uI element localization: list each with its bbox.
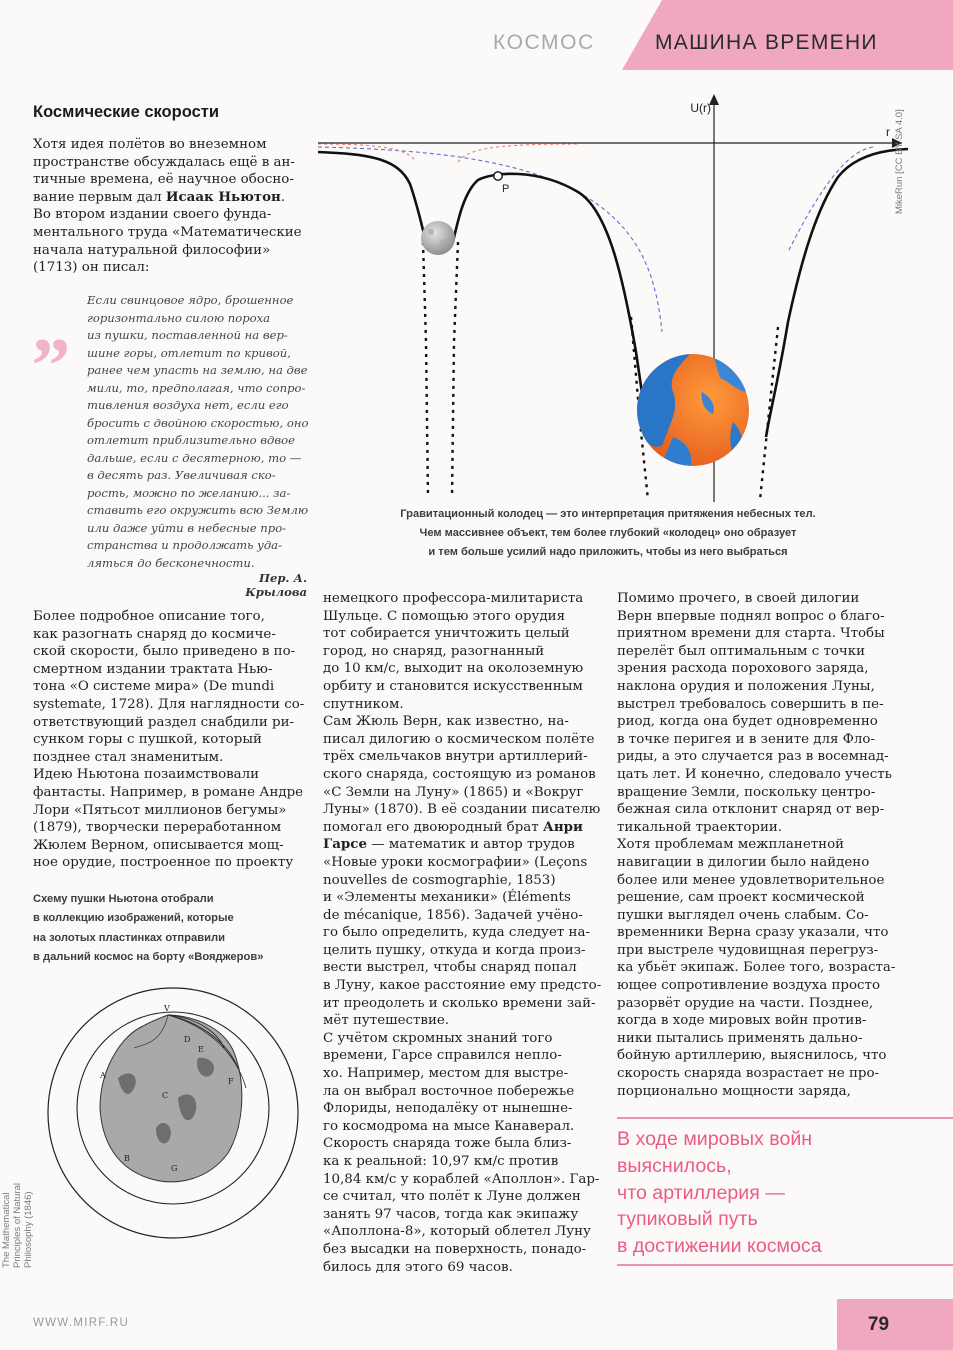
- section-label: КОСМОС: [493, 31, 595, 54]
- column-2-text: немецкого профессора-милитариста Шульце. С помощью этого орудия тот собирается уничтожить целый город, но снаряд, разогнанный до 10 км/с, выходит на околоземную орбиту и становится искусственным спутником. Сам Жюль Верн, как известно, на- писал дилогию о космическом полёте трёх смельчаков внутри артиллерий- ского снаряда, состоящую из романов «С Земли на Луну» (1865) и «Вокруг Луны» (1870). В её создании писателю помогал его двоюродный брат Анри Гарсе — математик и автор трудов «Новые уроки космографии» (Leçons nouvelles de cosmographie, 1853) и «Элементы механики» (Éléments de mécanique, 1856). Задачей учёно- го было определить, куда следует на- целить пушку, откуда и когда произ- вести выстрел, чтобы снаряд попал в Луну, какое расстояние ему предсто- ит преодолеть и сколько времени зай- мёт путешествие. С учётом скромных знаний того времени, Гарсе справился непло- хо. Например, местом для выстре- ла он выбрал восточное побережье Флориды, неподалёку от нынешне- го космодрома на мысе Канаверал. Скорость снаряда тоже была близ- ка к реальной: 10,97 км/с против 10,84 км/с у кораблей «Аполлон». Гар- се считал, что полёт к Луне должен занять 97 часов, тогда как экипажу «Аполлона-8», который облетел Луну без высадки на поверхность, понадо- билось для этого 69 часов.: [323, 591, 602, 1275]
- svg-text:B: B: [124, 1154, 130, 1163]
- moon-potential-curve: [318, 144, 578, 162]
- svg-text:F: F: [228, 1077, 234, 1086]
- pullquote: В ходе мировых войн выяснилось, что артиллерия — тупиковый путь в достижении космоса: [617, 1128, 822, 1258]
- name-garset: Гарсе: [323, 836, 367, 853]
- svg-text:A: A: [100, 1071, 106, 1080]
- quote-credit: Пер. А. Крылова: [245, 571, 307, 599]
- page-number: 79: [867, 1314, 890, 1335]
- moon-image: [421, 221, 455, 255]
- column-3-text: Помимо прочего, в своей дилогии Верн впервые поднял вопрос о благо- приятном времени для старта. Чтобы перелёт был оптимальным с точки зрения расхода порохового заряда, наклона орудия и положения Луны, выстрел требовалось совершить в пе- риод, когда она будет одновременно в точке перигея и в зените для Фло- риды, а это случается раз в восемнад- цать лет. И конечно, следовало учесть вращение Земли, поскольку центро- бежная сила отклонит снаряд от вер- тикальной траектории. Хотя проблемам межпланетной навигации в дилогии было найдено более или менее удовлетворительное решение, сам проект космической пушки выглядел очень слабым. Со- временники Верна сразу указали, что при выстреле чудовищная перегруз- ка убьёт экипаж. Более того, возраста- ющее сопротивление воздуха просто разорвёт орудие на части. Позднее, когда в ходе мировых войн против- ники пытались применять дально- бойную артиллерию, выяснилось, что скорость снаряда возрастает не про- порционально мощности заряда,: [617, 591, 896, 1099]
- footer-url: WWW.MIRF.RU: [33, 1317, 130, 1329]
- column-1-text: Более подробное описание того, как разогнать снаряд до космиче- ской скорости, было приведено в по- смертном издании трактата Нью- тона «О системе мира» (De mundi systemate, 1728). Для наглядности со- ответствующий раздел снабдили ри- сунком горы с пушкой, который позднее стал знаменитым. Идею Ньютона позаимствовали фантасты. Например, в романе Андре Лори «Пятьсот миллионов бегумы» (1879), творчески переработанном Жюлем Верном, описывается мощ- ное орудие, построенное по проекту: [33, 609, 305, 871]
- newton-figure-caption: Схему пушки Ньютона отобрали в коллекцию изображений, которые на золотых пластинках отправили в дальний космос на борту «Вояджеров»: [33, 893, 264, 964]
- point-p-marker: [494, 172, 502, 180]
- gravity-well-diagram: [318, 92, 908, 507]
- svg-text:G: G: [171, 1164, 178, 1173]
- point-p-label: P: [502, 183, 510, 195]
- intro-paragraph: Хотя идея полётов во внеземном пространстве обсуждалась ещё в ан- тичные времена, её научное обосно- вание первым дал Исаак Ньютон. Во втором издании своего фунда- ментального труда «Математические начала натуральной философии» (1713) он писал:: [33, 137, 302, 276]
- name-newton: Исаак Ньютон: [165, 188, 281, 205]
- name-henri: Анри: [542, 818, 583, 835]
- section-title: Космические скорости: [33, 103, 219, 121]
- quote-mark-icon: „: [32, 281, 71, 368]
- axis-x-label: r: [886, 125, 890, 139]
- well-figure-caption: Гравитационный колодец — это интерпретация притяжения небесных тел. Чем массивнее объект, тем более глубокий «колодец» оно образует и тем больше усилий надо приложить, чтобы из него выбраться: [400, 508, 816, 558]
- pullquote-rule-bottom: [617, 1264, 953, 1266]
- combined-potential-curve: [318, 149, 908, 437]
- newton-quote: Если свинцовое ядро, брошенное горизонтально силою пороха из пушки, поставленной на вер- шине горы, отлетит по кривой, ранее чем упасть на землю, на две мили, то, предполагая, что сопро- тивления воздуха нет, если его бросить с двойною скоростью, оно отлетит приблизительно вдвое дальше, если с десятерною, то — в десять раз. Увеличивая ско- рость, можно по желанию... за- ставить его окружить всю Землю или даже уйти в небесные про- странства и продолжать уда- ляться до бесконечности.: [87, 293, 309, 570]
- svg-text:V: V: [164, 1004, 170, 1013]
- newton-cannon-diagram: [38, 978, 308, 1248]
- well-figure-credit: MikeRun [CC BY-SA 4.0]: [894, 109, 905, 214]
- earth-engraving-image: [100, 1015, 242, 1182]
- pullquote-rule-top: [617, 1117, 953, 1119]
- earth-image: [637, 354, 749, 472]
- axis-y-label: U(r): [690, 101, 711, 115]
- svg-text:D: D: [184, 1035, 191, 1044]
- rubric-label: МАШИНА ВРЕМЕНИ: [655, 31, 878, 54]
- newton-figure-credit: The Mathematical Principles of Natural Philosophy (1846): [1, 1182, 34, 1268]
- svg-text:E: E: [198, 1045, 204, 1054]
- svg-text:C: C: [162, 1091, 169, 1100]
